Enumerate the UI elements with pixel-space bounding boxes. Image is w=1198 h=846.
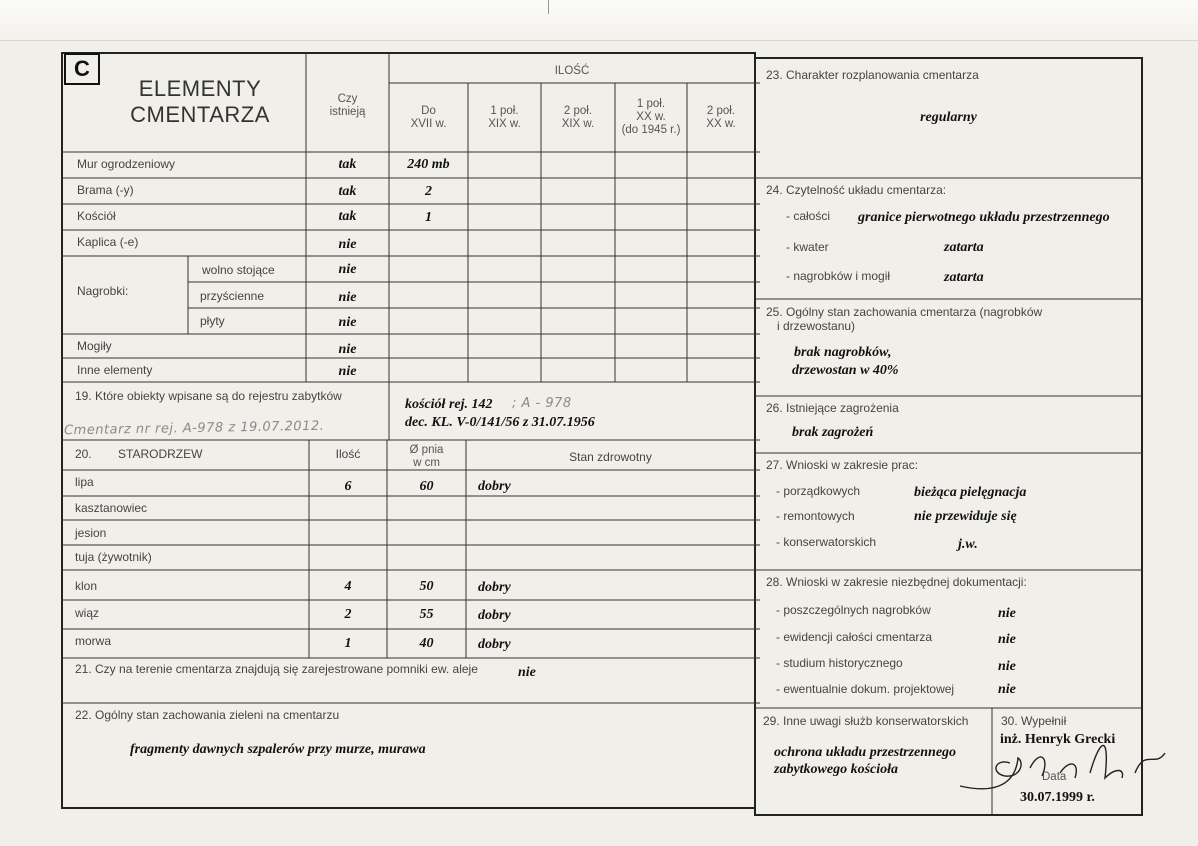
q27-item-label: - remontowych [776,509,855,523]
element-label-gate: Brama (-y) [77,183,134,197]
q28-item-answer: nie [998,606,1016,621]
graves-label: Nagrobki: [77,284,129,298]
element-exists-slabs: nie [338,315,357,330]
tree-qty: 2 [344,607,352,622]
q30-date-label: Data [1042,771,1067,783]
q27-item-answer: j.w. [958,537,978,552]
period-header-4: 1 poł. XX w. (do 1945 r.) [621,98,681,136]
q27-item-answer: nie przewiduje się [914,509,1017,524]
element-exists-church: tak [338,209,357,224]
tree-name: kasztanowiec [75,501,148,515]
q28-item-answer: nie [998,632,1016,647]
q27-item-label: - porządkowych [776,484,861,498]
q20-number: 20. [75,447,92,461]
element-qty-wall: 240 mb [407,157,450,172]
q24-item-label: - nagrobków i mogił [786,269,891,283]
q25-label: 25. Ogólny stan zachowania cmentarza (nagrobków i drzewostanu) [766,305,1043,333]
q19-label: 19. Które obiekty wpisane są do rejestru zabytków [75,389,342,403]
tree-name: klon [75,579,98,593]
q21-answer: nie [518,665,536,680]
signature [950,728,1170,808]
q20-health-header: Stan zdrowotny [569,450,652,464]
section-letter: C [64,53,100,85]
tree-diameter: 40 [419,636,434,651]
q24-item-label: - całości [786,209,831,223]
q27-label: 27. Wnioski w zakresie prac: [766,458,919,472]
element-label-wall-mounted: przyścienne [200,289,265,303]
tree-diameter: 60 [419,479,434,494]
tree-qty: 4 [344,579,352,594]
element-exists-wall: tak [338,157,357,172]
element-exists-wall-mounted: nie [338,290,357,305]
tree-diameter: 50 [419,579,434,594]
period-header-1: Do XVII w. [410,105,447,130]
element-label-mounds: Mogiły [77,339,112,353]
q23-answer: regularny [920,110,977,125]
q19-pencil-note: Cmentarz nr rej. A-978 z 19.07.2012. [63,418,325,439]
tree-health: dobry [478,637,511,652]
q30-date: 30.07.1999 r. [1020,790,1095,805]
q24-item-label: - kwater [786,240,829,254]
element-label-chapel: Kaplica (-e) [77,235,139,249]
q30-label: 30. Wypełnił [1001,714,1067,728]
q19-pencil-suffix: ; A - 978 [512,396,572,411]
q26-answer: brak zagrożeń [792,425,874,440]
element-label-church: Kościół [77,209,116,223]
q27-item-label: - konserwatorskich [776,535,877,549]
element-exists-gate: tak [338,184,357,199]
element-label-slabs: płyty [200,314,225,328]
element-qty-church: 1 [425,210,432,225]
q24-item-answer: zatarta [944,240,984,255]
q19-answer-line1: kościół rej. 142 [405,397,493,412]
element-exists-chapel: nie [338,237,357,252]
section-title: ELEMENTY CMENTARZA [130,76,270,127]
q23-label: 23. Charakter rozplanowania cmentarza [766,68,979,82]
q24-label: 24. Czytelność układu cmentarza: [766,183,947,197]
exists-column-header: Czy istnieją [329,93,366,118]
q28-item-label: - ewidencji całości cmentarza [776,630,933,644]
q28-item-answer: nie [998,682,1016,697]
q29-answer-1: ochrona układu przestrzennego [774,745,957,760]
q28-label: 28. Wnioski w zakresie niezbędnej dokumentacji: [766,575,1027,589]
q28-item-label: - studium historycznego [776,656,903,670]
q20-label: STARODRZEW [118,447,203,461]
q22-label: 22. Ogólny stan zachowania zieleni na cmentarzu [75,708,340,722]
q27-item-answer: bieżąca pielęgnacja [914,485,1027,500]
tree-health: dobry [478,608,511,623]
q28-item-label: - poszczególnych nagrobków [776,603,931,617]
q19-answer-line2: dec. KL. V-0/141/56 z 31.07.1956 [405,415,595,430]
q20-qty-header: Ilość [335,447,361,461]
period-header-2: 1 poł. XIX w. [488,105,521,130]
tree-qty: 6 [344,479,352,494]
element-qty-gate: 2 [425,184,432,199]
q26-label: 26. Istniejące zagrożenia [766,401,899,415]
q28-item-label: - ewentualnie dokum. projektowej [776,682,955,696]
q29-label: 29. Inne uwagi służb konserwatorskich [763,714,969,728]
q30-name: inż. Henryk Grecki [1000,732,1116,747]
q24-item-answer: granice pierwotnego układu przestrzennego [858,210,1110,225]
q25-answer-1: brak nagrobków, [794,345,892,360]
tree-qty: 1 [344,636,352,651]
q21-label: 21. Czy na terenie cmentarza znajdują się zarejestrowane pomniki ew. aleje [75,662,478,676]
element-label-wall: Mur ogrodzeniowy [77,157,176,171]
tree-diameter: 55 [419,607,434,622]
q25-answer-2: drzewostan w 40% [792,363,899,378]
tree-name: wiąz [75,606,100,620]
period-header-3: 2 poł. XIX w. [561,105,595,130]
q22-answer: fragmenty dawnych szpalerów przy murze, murawa [130,742,426,757]
period-header-5: 2 poł. XX w. [706,105,736,130]
element-label-freestanding: wolno stojące [202,263,275,277]
q24-item-answer: zatarta [944,270,984,285]
tree-name: lipa [75,475,94,489]
q29-answer-2: zabytkowego kościoła [774,762,899,777]
tree-health: dobry [478,479,511,494]
q20-diameter-header: Ø pnia w cm [409,444,444,469]
element-label-other: Inne elementy [77,363,153,377]
tree-name: tuja (żywotnik) [75,550,152,564]
quantity-column-header: ILOŚĆ [554,65,590,77]
element-exists-other: nie [338,364,357,379]
element-exists-freestanding: nie [338,262,357,277]
element-exists-mounds: nie [338,342,357,357]
tree-name: morwa [75,634,112,648]
q28-item-answer: nie [998,659,1016,674]
tree-health: dobry [478,580,511,595]
tree-name: jesion [75,526,107,540]
